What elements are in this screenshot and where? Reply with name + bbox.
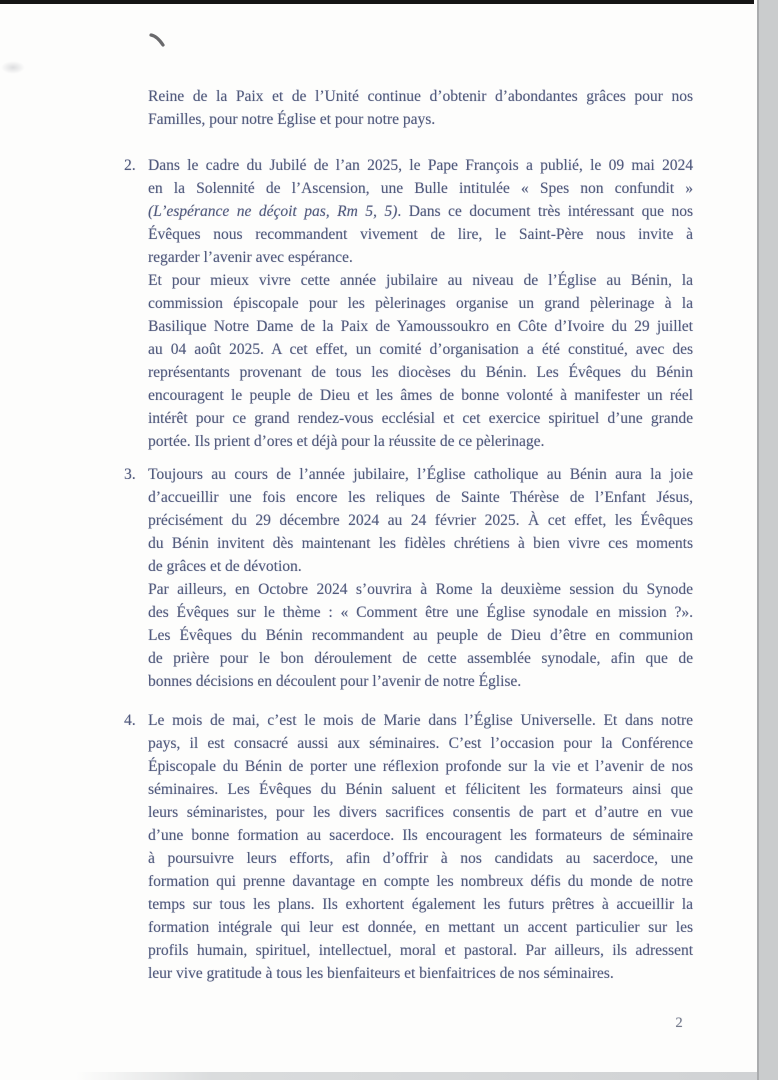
text-line: précisément du 29 décembre 2024 au 24 février 2025. À cet effet, les Évêques xyxy=(148,512,693,529)
paragraph-intro xyxy=(148,85,693,131)
text-line: Basilique Notre Dame de la Paix de Yamoussoukro en Côte d’Ivoire du 29 juillet xyxy=(148,318,693,335)
text-line: Dans le cadre du Jubilé de l’an 2025, le Pape François a publié, le 09 mai 2024 xyxy=(148,157,693,174)
page-number: 2 xyxy=(675,1015,683,1031)
text-line: formation intégrale qui leur est donnée, en mettant un accent particulier sur les xyxy=(148,919,693,936)
text-line: Les Évêques du Bénin recommandent au peuple de Dieu d’être en communion xyxy=(148,627,693,644)
text-line: commission épiscopale pour les pèlerinages organise un grand pèlerinage à la xyxy=(148,295,693,312)
text-line: Reine de la Paix et de l’Unité continue d’obtenir d’abondantes grâces pour nos xyxy=(148,88,693,105)
text-line: Et pour mieux vivre cette année jubilaire au niveau de l’Église au Bénin, la xyxy=(148,272,693,289)
text-line: profils humain, spirituel, intellectuel, moral et pastoral. Par ailleurs, ils adressent xyxy=(148,942,693,959)
document-body xyxy=(124,85,693,985)
text-line: Épiscopale du Bénin de porter une réflexion profonde sur la vie et l’avenir de nos xyxy=(148,758,693,775)
text-line: Évêques nous recommandent vivement de lire, le Saint-Père nous invite à xyxy=(148,226,693,243)
text-line: Par ailleurs, en Octobre 2024 s’ouvrira à Rome la deuxième session du Synode xyxy=(148,581,693,598)
text-line: du Bénin invitent dès maintenant les fidèles chrétiens à bien vivre ces moments xyxy=(148,535,693,552)
text-segment: . Dans ce document très intéressant que nos xyxy=(397,203,693,220)
text-line: de grâces et de dévotion. xyxy=(148,558,302,575)
list-item-3 xyxy=(124,463,693,693)
text-line: Familles, pour notre Église et pour notre pays. xyxy=(148,111,436,128)
scan-smudge xyxy=(1,61,25,74)
text-line: Toujours au cours de l’année jubilaire, l’Église catholique au Bénin aura la joie xyxy=(148,466,693,483)
text-line: d’une bonne formation au sacerdoce. Ils encouragent les formateurs de séminaire xyxy=(148,827,693,844)
text-line: temps sur tous les plans. Ils exhortent également les futurs prêtres à accueillir la xyxy=(148,896,693,913)
text-line: leurs séminaristes, pour les divers sacrifices consentis de part et d’autre en vue xyxy=(148,804,693,821)
italic-citation: (L’espérance ne déçoit pas, Rm 5, 5) xyxy=(148,203,398,220)
text-line: encouragent le peuple de Dieu et les âmes de bonne volonté à manifester un réel xyxy=(148,387,693,404)
text-line: en la Solennité de l’Ascension, une Bulle intitulée « Spes non confundit » xyxy=(148,180,693,197)
text-line: séminaires. Les Évêques du Bénin saluent et félicitent les formateurs ainsi que xyxy=(148,781,693,798)
list-item-4 xyxy=(124,709,693,985)
text-line: portée. Ils prient d’ores et déjà pour la réussite de ce pèlerinage. xyxy=(148,433,545,450)
text-line: à poursuivre leurs efforts, afin d’offrir à nos candidats au sacerdoce, une xyxy=(148,850,693,867)
text-line: au 04 août 2025. A cet effet, un comité d’organisation a été constitué, avec des xyxy=(148,341,693,358)
list-item-number: 3. xyxy=(124,466,136,483)
list-item-number: 4. xyxy=(124,712,136,729)
text-line: formation qui prenne davantage en compte les nombreux défis du monde de notre xyxy=(148,873,693,890)
text-line: bonnes décisions en découlent pour l’avenir de notre Église. xyxy=(148,673,522,690)
scanner-right-edge xyxy=(757,0,778,1080)
text-line xyxy=(148,200,693,223)
text-line: intérêt pour ce grand rendez-vous ecclésial et cet exercice spirituel d’une grande xyxy=(148,410,693,427)
list-item-2 xyxy=(124,154,693,453)
text-line: leur vive gratitude à tous les bienfaiteurs et bienfaitrices de nos séminaires. xyxy=(148,965,614,982)
pen-tick-mark xyxy=(148,32,168,53)
text-line: de prière pour le bon déroulement de cette assemblée synodale, afin que de xyxy=(148,650,693,667)
text-line: des Évêques sur le thème : « Comment être une Église synodale en mission ?». xyxy=(148,604,693,621)
scanner-top-edge xyxy=(0,0,754,4)
list-item-number: 2. xyxy=(124,157,136,174)
text-line: regarder l’avenir avec espérance. xyxy=(148,249,353,266)
text-line: Le mois de mai, c’est le mois de Marie dans l’Église Universelle. Et dans notre xyxy=(148,712,693,729)
text-line: pays, il est consacré aussi aux séminaires. C’est l’occasion pour la Conférence xyxy=(148,735,693,752)
text-line: d’accueillir une fois encore les reliques de Sainte Thérèse de l’Enfant Jésus, xyxy=(148,489,693,506)
text-line: représentants provenant de tous les diocèses du Bénin. Les Évêques du Bénin xyxy=(148,364,693,381)
scanner-bottom-edge xyxy=(0,1072,759,1080)
